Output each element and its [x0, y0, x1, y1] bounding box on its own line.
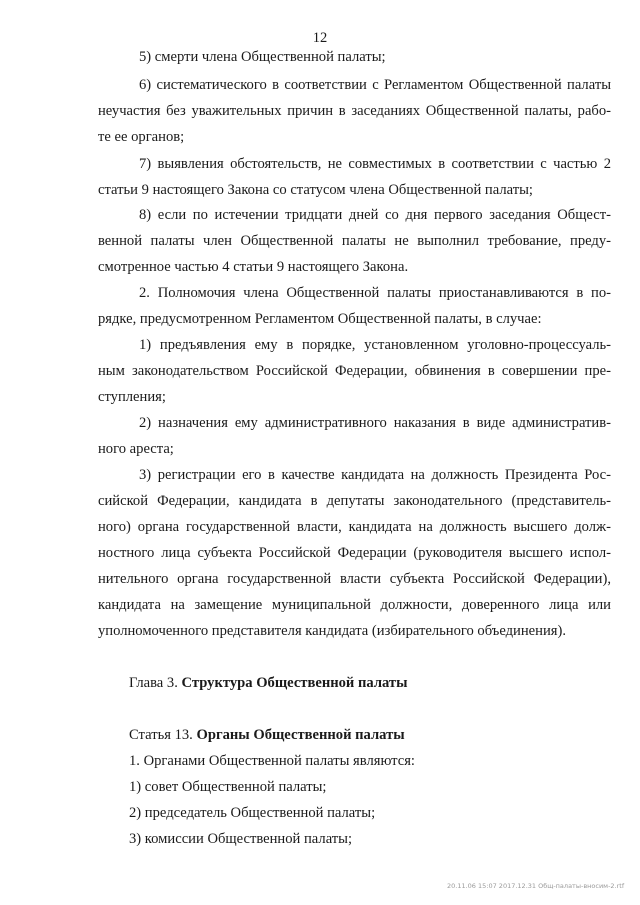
- sub-item-3-line-1: 3) регистрации его в качестве кандидата на должность Президента Рос-: [139, 467, 611, 483]
- list-item-8-line-1: 8) если по истечении тридцати дней со дня первого заседания Общест-: [139, 207, 611, 223]
- list-item-6-line-2: неучастия без уважительных причин в заседаниях Общественной палаты, рабо-: [98, 103, 611, 119]
- chapter-prefix: Глава 3.: [129, 675, 178, 691]
- sub-item-2-line-1: 2) назначения ему административного наказания в виде административ-: [139, 415, 611, 431]
- article-paragraph-1: 1. Органами Общественной палаты являются:: [129, 753, 415, 769]
- sub-item-3-line-6: кандидата на замещение муниципальной должности, доверенного лица или: [98, 597, 611, 613]
- sub-item-1-line-1: 1) предъявления ему в порядке, установленном уголовно-процессуаль-: [139, 337, 611, 353]
- sub-item-3-line-7: уполномоченного представителя кандидата (избирательного объединения).: [98, 623, 566, 639]
- article-list-item-2: 2) председатель Общественной палаты;: [129, 805, 376, 821]
- sub-item-1-line-3: ступления;: [98, 389, 166, 405]
- list-item-7-line-1: 7) выявления обстоятельств, не совместимых в соответствии с частью 2: [139, 156, 611, 172]
- sub-item-3-line-3: ного) органа государственной власти, кандидата на должность высшего долж-: [98, 519, 611, 535]
- sub-item-2-line-2: ного ареста;: [98, 441, 174, 457]
- sub-item-3-line-4: ностного лица субъекта Российской Федерации (руководителя высшего испол-: [98, 545, 611, 561]
- document-footer: 20.11.06 15:07 2017.12.31 Общ-палаты-вносим-2.rtf: [447, 882, 625, 890]
- sub-item-3-line-2: сийской Федерации, кандидата в депутаты законодательного (представитель-: [98, 493, 611, 509]
- article-heading: [129, 726, 405, 744]
- list-item-5: 5) смерти члена Общественной палаты;: [139, 49, 386, 65]
- page-number: 12: [312, 30, 328, 46]
- article-title: Органы Общественной палаты: [196, 727, 405, 743]
- sub-item-3-line-5: нительного органа государственной власти субъекта Российской Федерации),: [98, 571, 611, 587]
- article-list-item-3: 3) комиссии Общественной палаты;: [129, 831, 353, 847]
- list-item-6-line-3: те ее органов;: [98, 129, 185, 145]
- list-item-8-line-2: венной палаты член Общественной палаты не выполнил требование, преду-: [98, 233, 611, 249]
- list-item-6-line-1: 6) систематического в соответствии с Регламентом Общественной палаты: [139, 77, 611, 93]
- article-list-item-1: 1) совет Общественной палаты;: [129, 779, 327, 795]
- chapter-heading: [129, 674, 408, 692]
- paragraph-2-line-1: 2. Полномочия члена Общественной палаты приостанавливаются в по-: [139, 285, 611, 301]
- chapter-title: Структура Общественной палаты: [181, 675, 408, 691]
- list-item-7-line-2: статьи 9 настоящего Закона со статусом члена Общественной палаты;: [98, 182, 533, 198]
- sub-item-1-line-2: ным законодательством Российской Федерации, обвинения в совершении пре-: [98, 363, 611, 379]
- paragraph-2-line-2: рядке, предусмотренном Регламентом Общественной палаты, в случае:: [98, 311, 542, 327]
- list-item-8-line-3: смотренное частью 4 статьи 9 настоящего Закона.: [98, 259, 409, 275]
- article-prefix: Статья 13.: [129, 727, 193, 743]
